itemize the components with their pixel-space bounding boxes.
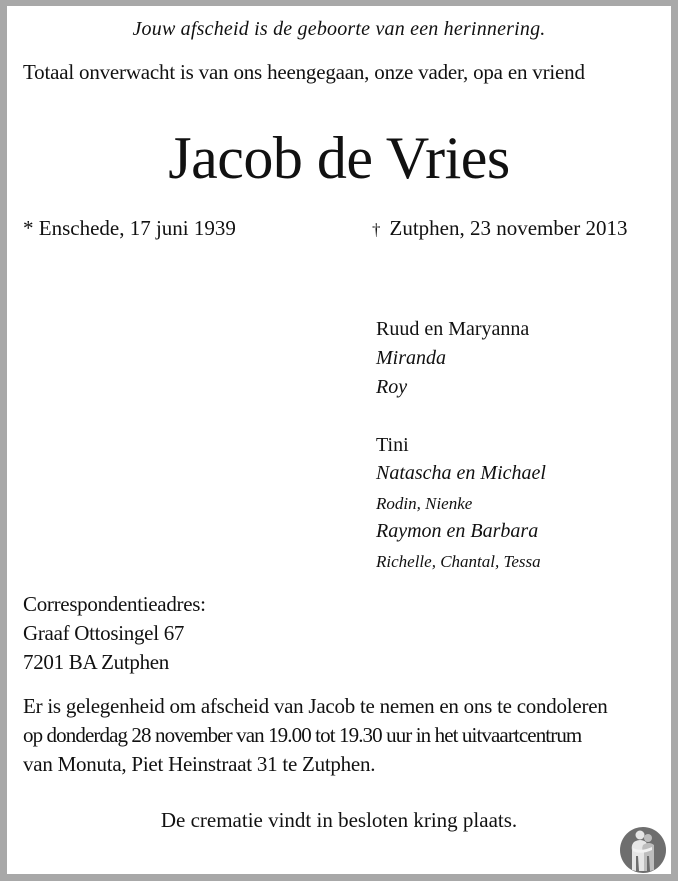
- family-member: Miranda: [376, 347, 446, 369]
- birth-symbol: *: [23, 216, 34, 240]
- obituary-card: [7, 6, 671, 874]
- address-street: Graaf Ottosingel 67: [23, 621, 185, 645]
- closing-text: De crematie vindt in besloten kring plaats.: [160, 808, 518, 832]
- motto: Jouw afscheid is de geboorte van een herinnering.: [132, 18, 546, 40]
- family-member: Rodin, Nienke: [376, 494, 473, 513]
- deceased-name: Jacob de Vries: [168, 125, 510, 191]
- address-city: 7201 BA Zutphen: [23, 650, 169, 674]
- condolence-line: van Monuta, Piet Heinstraat 31 te Zutphen.: [23, 752, 376, 776]
- family-member: Raymon en Barbara: [376, 520, 539, 542]
- death-text: Zutphen, 23 november 2013: [389, 216, 628, 240]
- address-label: Correspondentieadres:: [23, 592, 206, 616]
- birth-text: Enschede, 17 juni 1939: [38, 216, 236, 240]
- condolence-line: Er is gelegenheid om afscheid van Jacob te nemen en ons te condoleren: [23, 694, 608, 718]
- cross-icon: †: [372, 220, 381, 239]
- birth-info: [23, 216, 236, 241]
- family-member: Roy: [376, 376, 408, 398]
- intro-text: Totaal onverwacht is van ons heengegaan, onze vader, opa en vriend: [23, 60, 585, 84]
- family-member: Tini: [376, 434, 409, 456]
- death-info: [372, 216, 627, 241]
- condolence-line: op donderdag 28 november van 19.00 tot 19.30 uur in het uitvaartcentrum: [23, 723, 582, 747]
- family-member: Richelle, Chantal, Tessa: [376, 552, 541, 571]
- embracing-figures-icon: [619, 826, 667, 874]
- family-member: Ruud en Maryanna: [376, 318, 530, 340]
- family-member: Natascha en Michael: [376, 462, 546, 484]
